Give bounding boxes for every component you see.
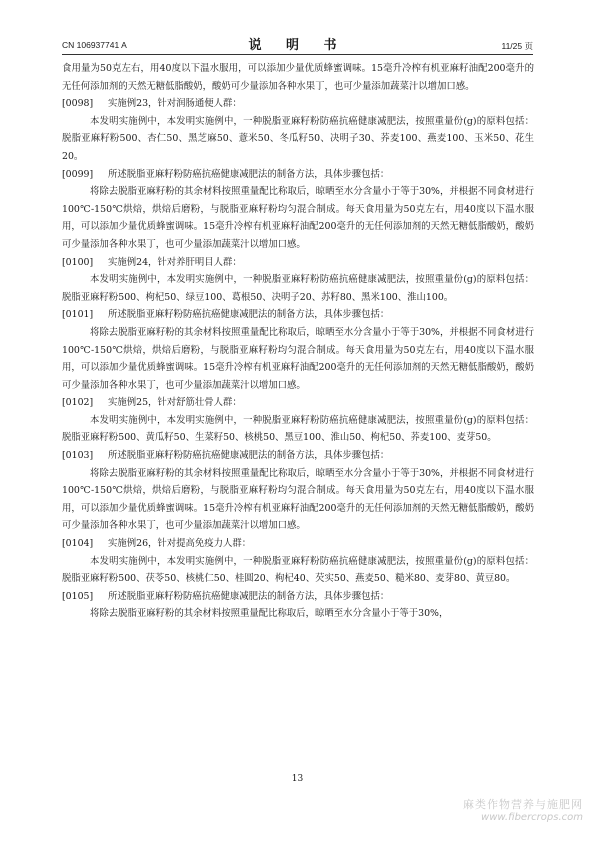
paragraph-number: [0102] [62, 397, 94, 409]
paragraph [62, 605, 534, 623]
paragraph [62, 588, 534, 606]
paragraph-text: 食用量为50克左右，用40度以下温水服用，可以添加少量优质蜂蜜调味。15毫升冷榨有机亚麻籽油配200毫升的无任何添加剂的天然无糖低脂酸奶，酸奶可少量添加各种水果丁，也可少量添加蔬菜汁以增加口感。 [62, 63, 534, 92]
paragraph-text: 本发明实施例中，本发明实施例中，一种脱脂亚麻籽粉防癌抗癌健康减肥法，按照重量份(g)的原料包括：脱脂亚麻籽粉500、枸杞50、绿豆100、葛根50、决明子20、苏籽80、黑米100、淮山100。 [62, 274, 534, 303]
paragraph-text: 将除去脱脂亚麻籽粉的其余材料按照重量配比称取后，晾晒至水分含量小于等于30%，并根据不同食材进行100℃-150℃烘焙，烘焙后磨粉，与脱脂亚麻籽粉均匀混合制成。每天食用量为50克左右，用40度以下温水服用，可以添加少量优质蜂蜜调味。15毫升冷榨有机亚麻籽油配200毫升的无任何添加剂的天然无糖低脂酸奶，酸奶可少量添加各种水果丁，也可少量添加蔬菜汁以增加口感。 [62, 467, 534, 532]
paragraph [62, 95, 534, 113]
paragraph [62, 183, 534, 253]
watermark-site-name: 麻类作物营养与施肥网 [463, 798, 583, 811]
paragraph-text: 实施例24，针对养肝明目人群： [108, 256, 242, 268]
watermark-url: www.fibercrops.com [481, 812, 583, 823]
paragraph [62, 306, 534, 324]
paragraph-number: [0104] [62, 538, 94, 550]
page-number: 13 [291, 774, 304, 784]
paragraph [62, 465, 534, 535]
paragraph-number: [0098] [62, 98, 94, 110]
paragraph [62, 166, 534, 184]
paragraph [62, 447, 534, 465]
paragraph-text: 实施例26，针对提高免疫力人群： [108, 538, 252, 550]
paragraph-text: 所述脱脂亚麻籽粉防癌抗癌健康减肥法的制备方法，具体步骤包括： [108, 309, 390, 321]
document-body [62, 60, 534, 623]
paragraph [62, 60, 534, 95]
paragraph-text: 所述脱脂亚麻籽粉防癌抗癌健康减肥法的制备方法，具体步骤包括： [108, 450, 390, 462]
paragraph [62, 254, 534, 272]
watermark [463, 798, 583, 824]
paragraph-text: 所述脱脂亚麻籽粉防癌抗癌健康减肥法的制备方法，具体步骤包括： [108, 590, 390, 602]
paragraph [62, 113, 534, 166]
paragraph [62, 271, 534, 306]
paragraph-text: 实施例25，针对舒筋壮骨人群： [108, 397, 242, 409]
paragraph-number: [0099] [62, 168, 94, 180]
paragraph-text: 将除去脱脂亚麻籽粉的其余材料按照重量配比称取后，晾晒至水分含量小于等于30%，并根据不同食材进行100℃-150℃烘焙，烘焙后磨粉，与脱脂亚麻籽粉均匀混合制成。每天食用量为50克左右，用40度以下温水服用，可以添加少量优质蜂蜜调味。15毫升冷榨有机亚麻籽油配200毫升的无任何添加剂的天然无糖低脂酸奶，酸奶可少量添加各种水果丁，也可少量添加蔬菜汁以增加口感。 [62, 186, 534, 250]
header-rule [62, 54, 533, 55]
document-title: 说 明 书 [248, 38, 347, 53]
paragraph [62, 535, 534, 553]
paragraph [62, 394, 534, 412]
paragraph-number: [0105] [62, 590, 94, 602]
paragraph-text: 将除去脱脂亚麻籽粉的其余材料按照重量配比称取后，晾晒至水分含量小于等于30%，并根据不同食材进行100℃-150℃烘焙，烘焙后磨粉，与脱脂亚麻籽粉均匀混合制成。每天食用量为50克左右，用40度以下温水服用，可以添加少量优质蜂蜜调味。15毫升冷榨有机亚麻籽油配200毫升的无任何添加剂的天然无糖低脂酸奶，酸奶可少量添加各种水果丁，也可少量添加蔬菜汁以增加口感。 [62, 326, 534, 391]
publication-number: CN 106937741 A [62, 40, 127, 50]
paragraph-number: [0100] [62, 256, 94, 268]
paragraph-text: 将除去脱脂亚麻籽粉的其余材料按照重量配比称取后，晾晒至水分含量小于等于30%， [90, 608, 449, 620]
paragraph-text: 本发明实施例中，本发明实施例中，一种脱脂亚麻籽粉防癌抗癌健康减肥法，按照重量份(g)的原料包括：脱脂亚麻籽粉500、茯苓50、核桃仁50、桂圆20、枸杞40、芡实50、燕麦50、糙米80、麦芽80、黄豆80。 [62, 555, 534, 585]
paragraph [62, 553, 534, 588]
paragraph [62, 412, 534, 447]
paragraph-number: [0101] [62, 309, 94, 321]
page-header [62, 34, 533, 52]
paragraph-text: 本发明实施例中，本发明实施例中，一种脱脂亚麻籽粉防癌抗癌健康减肥法，按照重量份(g)的原料包括：脱脂亚麻籽粉500、黄瓜籽50、生菜籽50、核桃50、黑豆100、淮山50、枸杞50、荞麦100、麦芽50。 [62, 414, 534, 444]
paragraph-text: 本发明实施例中，本发明实施例中，一种脱脂亚麻籽粉防癌抗癌健康减肥法，按照重量份(g)的原料包括：脱脂亚麻籽粉500、杏仁50、黑芝麻50、薏米50、冬瓜籽50、决明子30、荞麦100、燕麦100、玉米50、花生20。 [62, 115, 534, 162]
paragraph-text: 实施例23，针对润肠通便人群： [108, 98, 242, 110]
paragraph-text: 所述脱脂亚麻籽粉防癌抗癌健康减肥法的制备方法，具体步骤包括： [108, 168, 390, 180]
paragraph-number: [0103] [62, 450, 94, 462]
paragraph [62, 324, 534, 394]
page-indicator: 11/25 页 [501, 41, 533, 51]
